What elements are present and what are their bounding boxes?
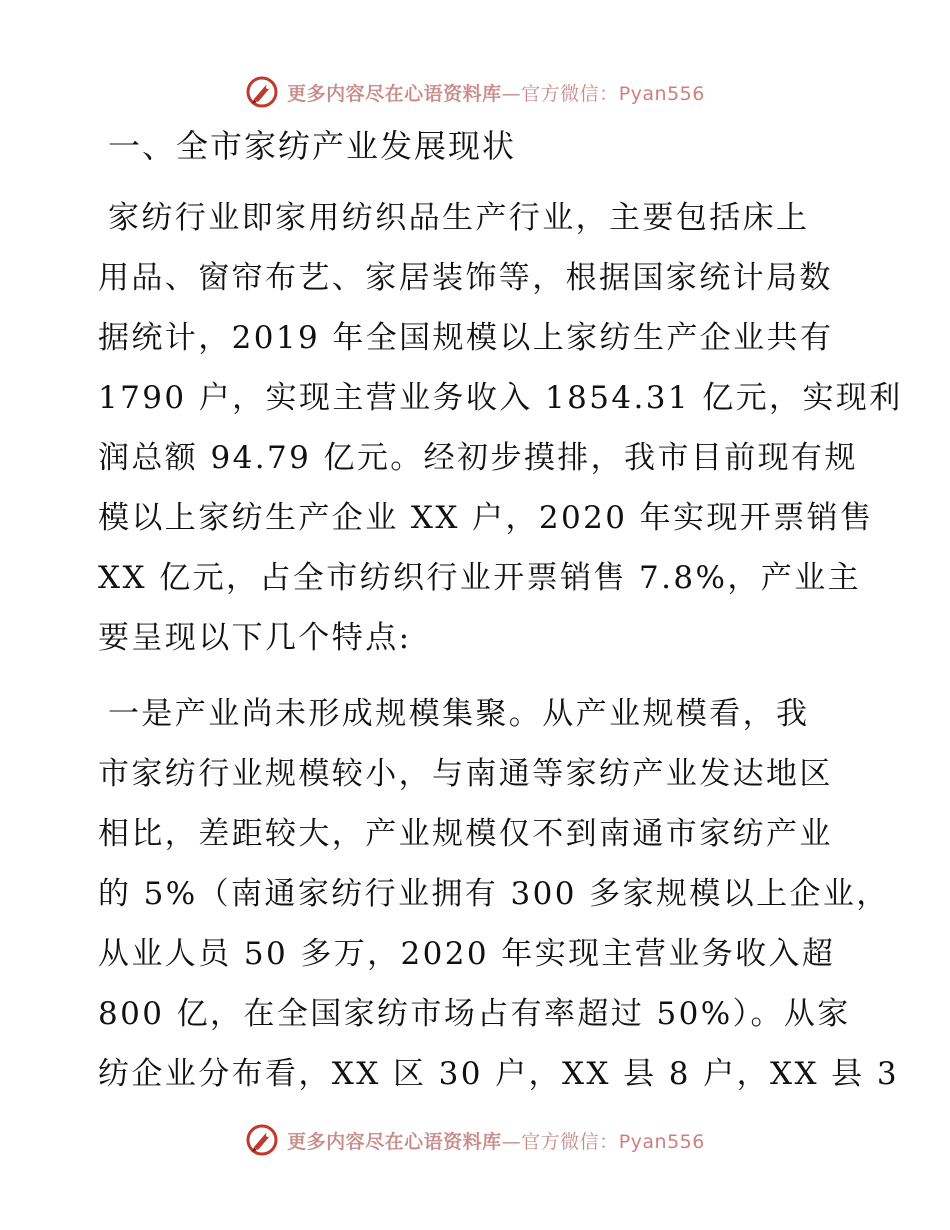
footer-watermark	[0, 1120, 950, 1160]
text-line: 从业人员 50 多万，2020 年实现主营业务收入超	[98, 936, 836, 972]
paragraph-overview	[98, 188, 903, 668]
watermark-label: 官方微信：	[521, 82, 619, 105]
watermark-text	[287, 79, 705, 106]
text-line: 模以上家纺生产企业 XX 户，2020 年实现开票销售	[98, 500, 874, 536]
watermark-wechat-id: Pyan556	[618, 82, 705, 105]
text-line: 800 亿，在全国家纺市场占有率超过 50%）。从家	[98, 996, 851, 1032]
text-line: 一是产业尚未形成规模集聚。从产业规模看，我	[108, 696, 810, 732]
document-body	[98, 122, 903, 1104]
watermark-dash: —	[501, 82, 522, 105]
paragraph-feature-one	[98, 684, 899, 1104]
text-line: 市家纺行业规模较小，与南通等家纺产业发达地区	[98, 756, 833, 792]
watermark-label: 官方微信：	[521, 1130, 619, 1153]
watermark-brand: 更多内容尽在心语资料库	[287, 82, 502, 105]
section-heading: 一、全市家纺产业发展现状	[108, 127, 517, 165]
text-line: 纺企业分布看，XX 区 30 户，XX 县 8 户，XX 县 3	[98, 1056, 899, 1092]
watermark-brand: 更多内容尽在心语资料库	[287, 1130, 502, 1153]
text-line: 要呈现以下几个特点:	[98, 620, 412, 656]
brand-logo-icon	[245, 1123, 279, 1157]
text-line: 据统计，2019 年全国规模以上家纺生产企业共有	[98, 320, 834, 356]
text-line: 相比，差距较大，产业规模仅不到南通市家纺产业	[98, 816, 833, 852]
text-line: 润总额 94.79 亿元。经初步摸排，我市目前现有规	[98, 440, 858, 476]
text-line: 的 5%（南通家纺行业拥有 300 多家规模以上企业，	[98, 876, 890, 912]
text-line: 家纺行业即家用纺织品生产行业，主要包括床上	[108, 200, 810, 236]
watermark-wechat-id: Pyan556	[618, 1130, 705, 1153]
header-watermark	[0, 72, 950, 112]
brand-logo-icon	[245, 75, 279, 109]
text-line: 1790 户，实现主营业务收入 1854.31 亿元，实现利	[98, 380, 903, 416]
text-line: 用品、窗帘布艺、家居装饰等，根据国家统计局数	[98, 260, 833, 296]
text-line: XX 亿元，占全市纺织行业开票销售 7.8%，产业主	[98, 560, 862, 596]
paragraph-spacer	[98, 668, 858, 684]
watermark-dash: —	[501, 1130, 522, 1153]
watermark-text	[287, 1127, 705, 1154]
